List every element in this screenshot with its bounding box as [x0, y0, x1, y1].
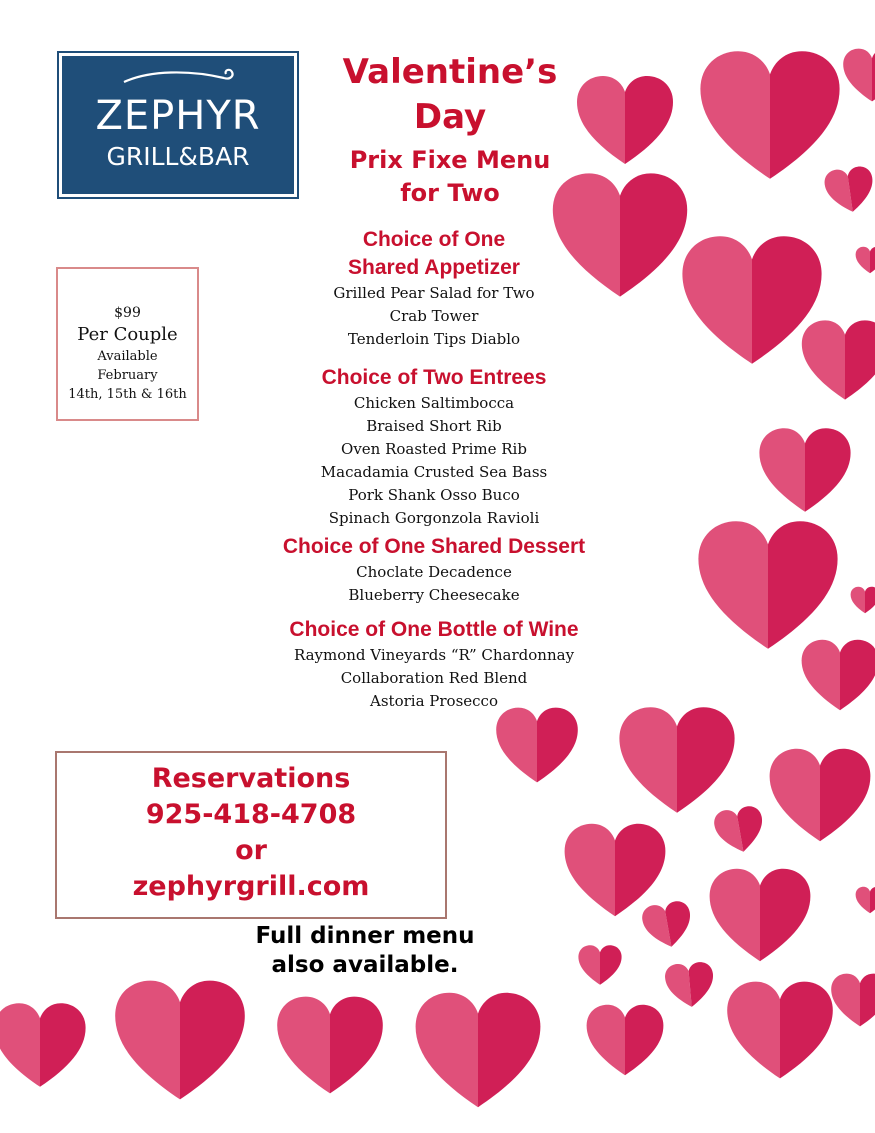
reservations-or: or — [235, 835, 267, 866]
section-heading: Choice of One Shared Dessert — [282, 535, 586, 558]
heart-decoration-icon — [851, 587, 875, 613]
reservations-label: Reservations — [151, 763, 351, 794]
website-link[interactable]: zephyrgrill.com — [132, 871, 370, 902]
heart-decoration-icon — [700, 51, 839, 179]
heart-decoration-icon — [619, 707, 734, 813]
restaurant-logo — [62, 56, 294, 194]
section-heading: Choice of Two Entrees — [321, 366, 547, 389]
menu-item: Oven Roasted Prime Rib — [341, 440, 527, 458]
menu-item: Chicken Saltimbocca — [353, 394, 515, 412]
price-unit: Per Couple — [77, 324, 178, 345]
menu-item: Grilled Pear Salad for Two — [333, 284, 535, 302]
price-dates: 14th, 15th & 16th — [68, 387, 187, 402]
price-box — [56, 267, 199, 421]
heart-decoration-icon — [664, 961, 716, 1009]
heart-decoration-icon — [698, 521, 837, 649]
heart-decoration-icon — [831, 974, 875, 1027]
appetizer-section — [245, 226, 623, 351]
heart-decoration-icon — [496, 708, 578, 783]
heart-decoration-icon — [565, 824, 666, 916]
heart-decoration-icon — [416, 993, 541, 1107]
heart-decoration-icon — [587, 1005, 664, 1075]
dessert-section — [245, 533, 623, 607]
heart-decoration-icon — [802, 640, 875, 710]
heart-decoration-icon — [770, 749, 871, 841]
menu-item: Crab Tower — [389, 307, 479, 325]
heart-decoration-icon — [115, 981, 245, 1100]
section-heading: Choice of One — [362, 228, 506, 251]
full-menu-line-1: Full dinner menu — [255, 923, 475, 949]
menu-item: Choclate Decadence — [356, 563, 512, 581]
heart-decoration-icon — [640, 899, 695, 951]
full-menu-note — [215, 922, 515, 980]
menu-item: Astoria Prosecco — [370, 692, 498, 710]
title-line-1: Valentine’s — [342, 52, 558, 92]
price-amount: $99 — [114, 305, 141, 321]
wine-section — [245, 616, 623, 713]
menu-item: Collaboration Red Blend — [340, 669, 528, 687]
menu-item: Macadamia Crusted Sea Bass — [320, 463, 548, 481]
heart-decoration-icon — [710, 869, 811, 961]
heart-decoration-icon — [682, 236, 821, 364]
swash-ornament-icon — [120, 66, 240, 88]
section-heading: Shared Appetizer — [348, 256, 520, 279]
price-availability: Available — [97, 349, 158, 364]
menu-item: Spinach Gorgonzola Ravioli — [328, 509, 540, 527]
heart-decoration-icon — [843, 49, 875, 102]
menu-item: Raymond Vineyards “R” Chardonnay — [293, 646, 575, 664]
heart-decoration-icon — [578, 945, 621, 985]
subtitle-line-1: Prix Fixe Menu — [349, 146, 551, 174]
menu-item: Tenderloin Tips Diablo — [347, 330, 521, 348]
menu-item: Braised Short Rib — [366, 417, 502, 435]
entrees-section — [245, 364, 623, 530]
heart-decoration-icon — [277, 997, 383, 1094]
heart-decoration-icon — [727, 982, 833, 1079]
section-heading: Choice of One Bottle of Wine — [289, 618, 579, 641]
heart-decoration-icon — [856, 247, 875, 273]
menu-item: Pork Shank Osso Buco — [348, 486, 520, 504]
title-line-2: Day — [413, 97, 487, 137]
heart-decoration-icon — [0, 1003, 86, 1087]
phone-number-link[interactable]: 925-418-4708 — [145, 799, 357, 830]
full-menu-line-2: also available. — [271, 952, 459, 978]
logo-line-2: GRILL&BAR — [106, 142, 250, 171]
heart-decoration-icon — [802, 320, 875, 399]
logo-line-1: ZEPHYR — [95, 93, 261, 139]
heart-decoration-icon — [759, 428, 850, 512]
heart-decoration-icon — [823, 165, 875, 215]
reservations-box — [55, 751, 447, 919]
price-month: February — [97, 368, 158, 383]
menu-item: Blueberry Cheesecake — [348, 586, 520, 604]
heart-decoration-icon — [856, 887, 875, 913]
subtitle-line-2: for Two — [400, 179, 500, 207]
heart-decoration-icon — [712, 804, 767, 856]
